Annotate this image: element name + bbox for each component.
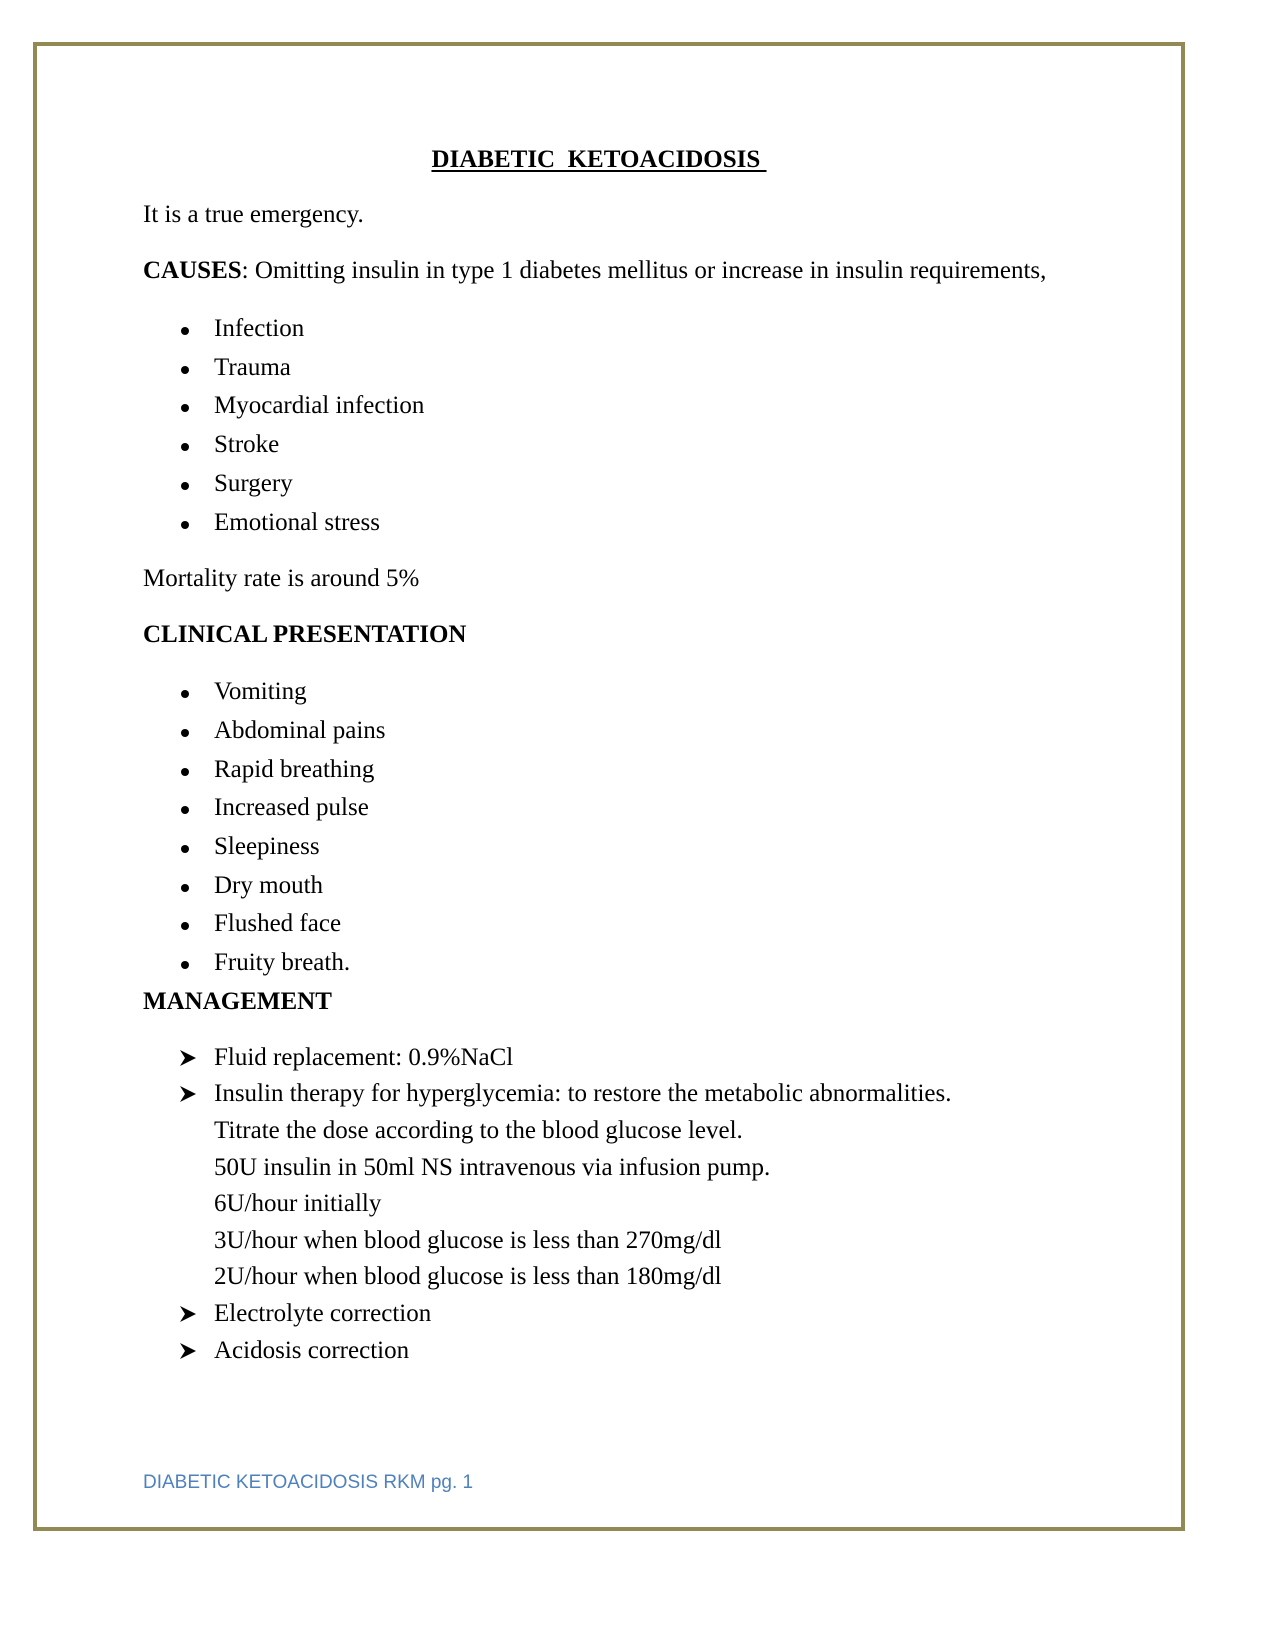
insulin-line: 2U/hour when blood glucose is less than 180mg/dl bbox=[214, 1263, 722, 1291]
list-item bbox=[143, 387, 1143, 426]
bullet-icon bbox=[181, 922, 189, 930]
list-item bbox=[143, 310, 1143, 349]
list-item bbox=[143, 465, 1143, 504]
bullet-icon bbox=[181, 806, 189, 814]
bullet-icon bbox=[181, 845, 189, 853]
list-item-text: Increased pulse bbox=[214, 794, 369, 822]
management-list bbox=[143, 1040, 1143, 1369]
list-item bbox=[143, 1296, 1143, 1333]
list-item-text: Myocardial infection bbox=[214, 392, 425, 420]
mortality-text: Mortality rate is around 5% bbox=[143, 565, 420, 593]
arrow-bullet-icon bbox=[179, 1305, 197, 1323]
list-item-text: Abdominal pains bbox=[214, 716, 386, 744]
list-item-text: Acidosis correction bbox=[214, 1336, 410, 1364]
bullet-icon bbox=[181, 404, 189, 412]
list-item bbox=[143, 944, 1143, 983]
insulin-line: Insulin therapy for hyperglycemia: to restore the metabolic abnormalities. bbox=[214, 1080, 952, 1108]
bullet-icon bbox=[181, 482, 189, 490]
management-heading: MANAGEMENT bbox=[143, 987, 332, 1015]
arrow-bullet-icon bbox=[179, 1342, 197, 1360]
list-item-text: Vomiting bbox=[214, 678, 307, 706]
clinical-heading: CLINICAL PRESENTATION bbox=[143, 621, 467, 649]
list-item bbox=[143, 751, 1143, 790]
bullet-icon bbox=[181, 884, 189, 892]
list-item-text: Flushed face bbox=[214, 910, 342, 938]
list-item bbox=[143, 867, 1143, 906]
list-item-text: Fruity breath. bbox=[214, 949, 351, 977]
list-item-text: Emotional stress bbox=[214, 508, 380, 536]
list-item bbox=[143, 789, 1143, 828]
intro-text: It is a true emergency. bbox=[143, 201, 364, 228]
arrow-bullet-icon bbox=[179, 1049, 197, 1067]
document-body bbox=[143, 140, 1143, 1369]
list-item-text: Electrolyte correction bbox=[214, 1300, 432, 1327]
list-item-text: Surgery bbox=[214, 469, 293, 497]
list-item-text: Trauma bbox=[214, 353, 291, 381]
list-item bbox=[143, 426, 1143, 465]
causes-paragraph bbox=[143, 252, 1143, 289]
insulin-line: 6U/hour initially bbox=[214, 1190, 382, 1218]
list-item bbox=[143, 1076, 1143, 1296]
bullet-icon bbox=[181, 521, 189, 529]
clinical-list bbox=[143, 673, 1143, 983]
bullet-icon bbox=[181, 690, 189, 698]
insulin-line: Titrate the dose according to the blood glucose level. bbox=[214, 1117, 743, 1145]
bullet-icon bbox=[181, 443, 189, 451]
causes-text: : Omitting insulin in type 1 diabetes mellitus or increase in insulin requirements, bbox=[241, 257, 1047, 284]
bullet-icon bbox=[181, 729, 189, 737]
bullet-icon bbox=[181, 768, 189, 776]
bullet-icon bbox=[181, 327, 189, 335]
page-footer: DIABETIC KETOACIDOSIS RKM pg. 1 bbox=[143, 1472, 474, 1493]
document-title: DIABETIC KETOACIDOSIS bbox=[431, 146, 767, 173]
list-item bbox=[143, 349, 1143, 388]
causes-label: CAUSES bbox=[143, 257, 242, 284]
causes-list bbox=[143, 310, 1143, 542]
list-item bbox=[143, 1333, 1143, 1370]
bullet-icon bbox=[181, 366, 189, 374]
list-item bbox=[143, 828, 1143, 867]
list-item-text: Rapid breathing bbox=[214, 755, 375, 783]
list-item-text: Fluid replacement: 0.9%NaCl bbox=[214, 1043, 514, 1071]
insulin-line: 50U insulin in 50ml NS intravenous via infusion pump. bbox=[214, 1153, 771, 1181]
list-item bbox=[143, 712, 1143, 751]
list-item bbox=[143, 1040, 1143, 1077]
list-item bbox=[143, 673, 1143, 712]
bullet-icon bbox=[181, 961, 189, 969]
list-item bbox=[143, 905, 1143, 944]
arrow-bullet-icon bbox=[179, 1085, 197, 1103]
list-item-text: Stroke bbox=[214, 431, 280, 459]
list-item-text: Dry mouth bbox=[214, 871, 324, 899]
list-item-text: Sleepiness bbox=[214, 833, 320, 861]
list-item bbox=[143, 504, 1143, 543]
insulin-line: 3U/hour when blood glucose is less than 270mg/dl bbox=[214, 1226, 722, 1254]
list-item-text: Infection bbox=[214, 315, 305, 342]
